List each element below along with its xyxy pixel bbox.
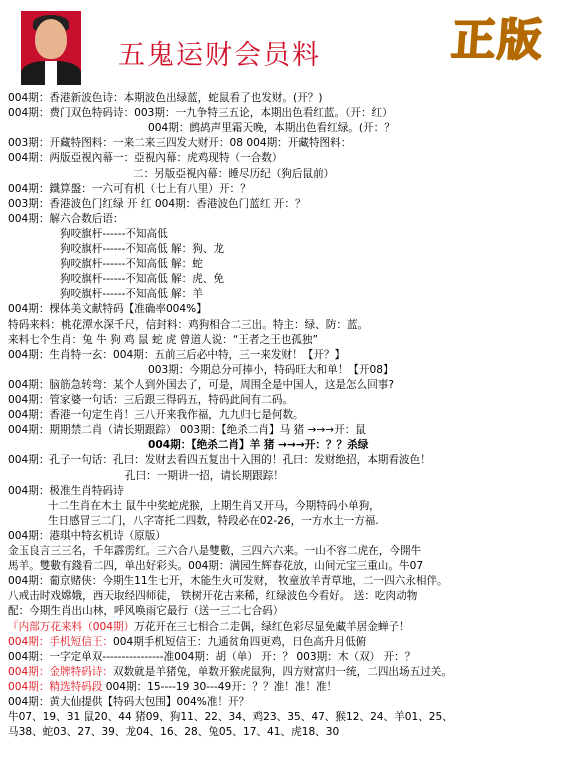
text-line: 004期：黄大仙提供【特码大包围】004%准！开？	[8, 696, 250, 708]
text-line: 马38、蛇03、27、39、龙04、16、28、兔05、17、41、虎18、30	[8, 726, 340, 739]
line-heading: 『内部万花来料（004期）	[8, 620, 135, 633]
line-body: 双数就是羊猪兔，单数开猴虎鼠狗，四方财富归一统，二四出场五过关。	[112, 665, 452, 678]
line-heading: 004期：精选特码段	[8, 680, 103, 693]
avatar-face	[35, 19, 67, 59]
text-line: 004期：鹧鸪声里霜天晚，本期出色看红绿。(开：？	[148, 122, 395, 135]
text-line: 生日感冒三二门，八字寄托二四数，特段必在02-26，一方水土一方福.	[48, 514, 379, 527]
text-line: 004期：葡京赌侠：今期生11生七开，木能生火可发财， 牧童放羊青草地，二一四六永相伴。	[8, 575, 448, 588]
text-line: 004期：管家婆一句话：三后跟三得码五，特码此间有二码。	[8, 394, 294, 406]
text-line: 牛07、19、31 鼠20、44 猪09、狗11、22、34、鸡23、35、47、猴12、24、羊01、25、	[8, 711, 453, 724]
text-line: 004期：【绝杀二肖】羊 猪 →→→开：？？杀绿	[148, 439, 369, 452]
text-line: 004期：棵体美文献特码【准确率004%】	[8, 303, 207, 316]
text-line: 004期：两版亞視內幕一：亞視內幕：虎鸡现特（一合数）	[8, 152, 283, 165]
text-line: 狗咬旗杆------不知高低 解：羊	[60, 288, 203, 301]
text-line: 配：今期生肖出山林，呼风唤雨它最行（送一三二七合码）	[8, 605, 284, 618]
text-line	[8, 636, 366, 649]
text-line: 馬羊。雙數有錢看二四，单出好彩头。004期：满园生辉春花放，山间元宝三重山。牛07	[8, 560, 424, 573]
text-line	[8, 681, 337, 694]
text-line: 二：另版亞視內幕：睡尽历纪（狗后鼠前）	[133, 167, 335, 180]
page-title: 五鬼运财会员料	[118, 40, 321, 71]
line-body: 万花开在三七相合二走偶，绿红色彩尽显免藏羊居金蝉子！	[134, 620, 410, 633]
text-line: 003期：今期总分可捧小，特码旺大和单！【开08】	[148, 363, 394, 376]
text-line: 狗咬旗杆------不知高低	[60, 227, 168, 240]
line-heading: 004期：手机短信王：	[8, 635, 113, 648]
text-line: 004期：脑筋急转弯：某个人到外国去了，可是，周围全是中国人，这是怎么回事?	[8, 378, 395, 391]
avatar-shirt	[45, 61, 57, 85]
text-line: 004期：极准生肖特码诗	[8, 484, 124, 497]
text-line	[8, 621, 410, 634]
text-line: 狗咬旗杆------不知高低 解：虎、免	[60, 273, 225, 286]
text-line: 来料七个生肖：兔 牛 狗 鸡 鼠 蛇 虎 曾道人说：“王者之王也孤独”	[8, 333, 318, 346]
text-line: 八戒击时戏嫦娥，西天取经四师徒， 铁树开花古来稀，红绿波色今看好。 送：吃肉动物	[8, 590, 418, 603]
text-line: 004期：鐵算盤：一六可有机（七上有八里）开：？	[8, 182, 251, 195]
text-line	[8, 666, 452, 679]
line-body: 004期：15----19 30---49开：？？准！准！准！	[102, 680, 338, 693]
text-line: 004期：生肖特一玄：004期：五前三后必中特，三一来发财！【开？】	[8, 348, 346, 361]
line-heading: 004期：金牌特码诗：	[8, 665, 113, 678]
text-line: 004期：一字定单双----------------准004期：胡（单） 开：？ 003期：木（双） 开：？	[8, 650, 416, 663]
text-line: 004期：费门双色特码诗：003期：一九争特三五论，本期出色看红蓝。（开：红）	[8, 107, 393, 120]
text-line: 孔曰：一期讲一招，请长期跟踪！	[125, 469, 284, 482]
text-line: 特码来料：桃花潭水深千尺，信封料：鸡狗相合二三出。特主：绿、防：蓝。	[8, 318, 369, 331]
text-line: 狗咬旗杆------不知高低 解：蛇	[60, 258, 203, 271]
text-line: 004期：香港一句定生肖！三八开来我作福，九九归七是何数。	[8, 409, 304, 422]
text-line: 004期：孔子一句话：孔曰：发财去看四五复出十入围的！孔曰：发财绝招，本期看波色！	[8, 454, 431, 467]
text-line: 金玉良言三三名，千年霹雳红。三六合八是雙數，三四六六来。一山不容二虎在，今開牛	[8, 545, 422, 557]
text-line: 004期：解六合数后语：	[8, 212, 124, 225]
text-line: 十二生肖在木土 鼠牛中奖蛇虎猴，上期生肖又开马，今期特码小单狗，	[48, 499, 380, 512]
avatar	[21, 11, 81, 85]
text-line: 004期：港琪中特玄机诗（原版）	[8, 529, 166, 542]
line-body: 004期手机短信王：九通贫角四更鸡，日色高升月低俯	[112, 635, 367, 648]
text-line: 狗咬旗杆------不知高低 解：狗、龙	[60, 243, 225, 255]
text-line: 003期：香港波色门红绿 开 红 004期：香港波色门蓝红 开：？	[8, 197, 306, 210]
text-line: 004期：期期禁二肖（请长期跟踪） 003期：【绝杀二肖】马 猪 →→→开：鼠	[8, 424, 366, 437]
genuine-stamp: 正版	[449, 15, 546, 66]
text-line: 004期：香港新波色诗：本期波色出绿蓝，蛇鼠看了也发财。(开？)	[8, 92, 323, 104]
text-line: 003期：开藏特图料：一来二来三四发大财开：08 004期：开藏特图料：	[8, 137, 352, 150]
